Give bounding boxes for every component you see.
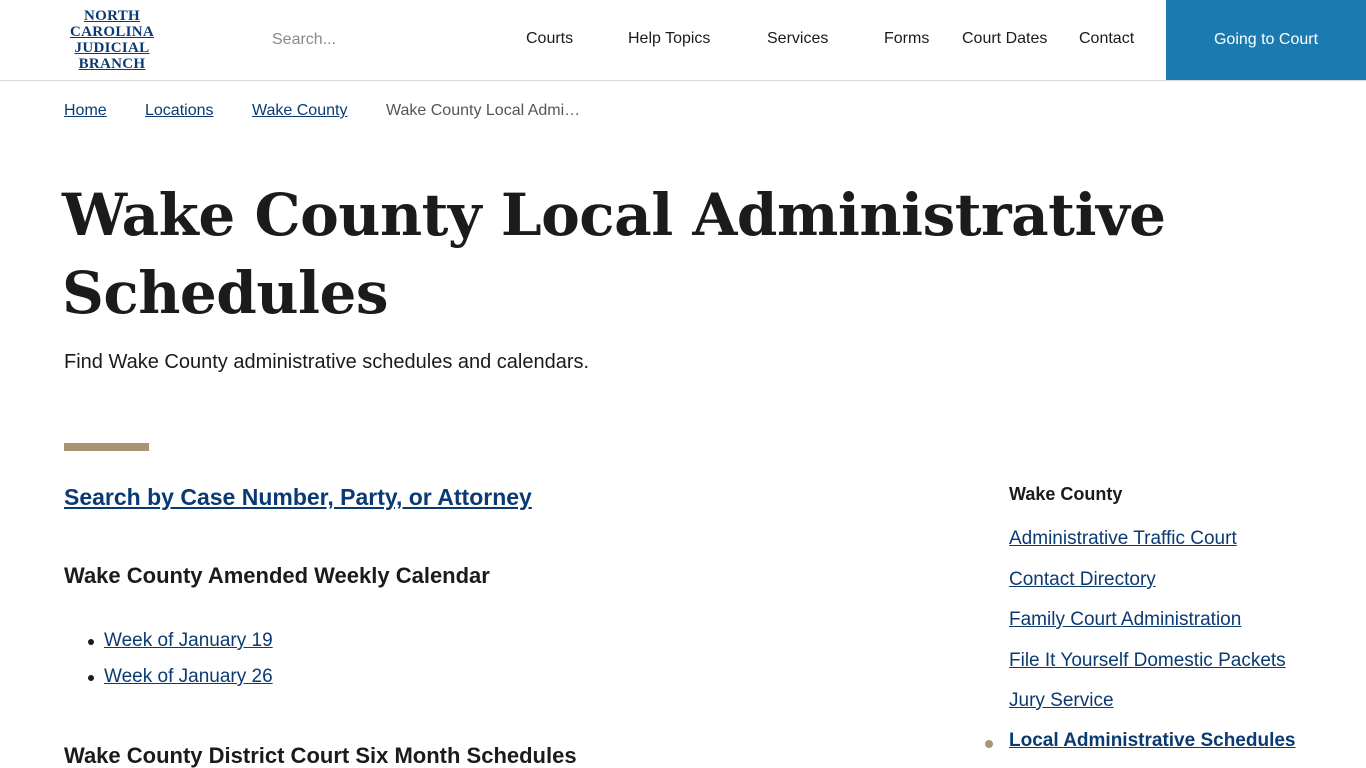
breadcrumb-locations[interactable]: Locations xyxy=(145,102,214,119)
case-search-link[interactable]: Search by Case Number, Party, or Attorney xyxy=(64,484,532,510)
logo-line-2: CAROLINA xyxy=(69,24,155,40)
weekly-calendar-heading: Wake County Amended Weekly Calendar xyxy=(64,563,490,588)
sidebar-item-family-court-administration[interactable]: Family Court Administration xyxy=(1009,609,1242,630)
nav-help-topics[interactable]: Help Topics xyxy=(628,30,711,47)
week-link-2[interactable]: Week of January 26 xyxy=(104,666,273,687)
logo-line-1: NORTH xyxy=(84,8,140,24)
nav-services[interactable]: Services xyxy=(767,30,829,47)
list-item xyxy=(64,630,273,666)
sidebar-item-contact-directory[interactable]: Contact Directory xyxy=(1009,569,1156,590)
sidebar-item-jury-service[interactable]: Jury Service xyxy=(1009,690,1114,711)
list-item xyxy=(64,666,273,702)
page-title: Wake County Local Administrative Schedules xyxy=(62,181,1166,327)
nav-courts[interactable]: Courts xyxy=(526,30,574,47)
nav-contact[interactable]: Contact xyxy=(1079,30,1135,47)
page-subtitle: Find Wake County administrative schedules and calendars. xyxy=(64,351,590,373)
week-link-1[interactable]: Week of January 19 xyxy=(104,630,273,651)
going-to-court-button[interactable]: Going to Court xyxy=(1166,0,1366,80)
nav-forms[interactable]: Forms xyxy=(884,30,930,47)
active-indicator-icon xyxy=(985,740,993,748)
breadcrumb-current: Wake County Local Admi… xyxy=(386,102,581,119)
accent-divider xyxy=(64,443,149,451)
weekly-calendar-list xyxy=(64,630,273,702)
breadcrumb-wake-county[interactable]: Wake County xyxy=(252,102,348,119)
sidebar-item-file-it-yourself[interactable]: File It Yourself Domestic Packets xyxy=(1009,650,1286,671)
nav-court-dates[interactable]: Court Dates xyxy=(962,30,1048,47)
six-month-schedules-heading: Wake County District Court Six Month Schedules xyxy=(64,743,577,768)
bullet-icon xyxy=(88,639,94,645)
search-input[interactable] xyxy=(260,24,480,56)
site-logo[interactable] xyxy=(64,8,160,72)
breadcrumb-home[interactable]: Home xyxy=(64,102,107,119)
bullet-icon xyxy=(88,675,94,681)
sidebar-item-administrative-traffic-court[interactable]: Administrative Traffic Court xyxy=(1009,528,1237,549)
logo-line-3: JUDICIAL xyxy=(74,40,150,56)
sidebar-title: Wake County xyxy=(1009,484,1123,504)
sidebar-item-local-administrative-schedules[interactable]: Local Administrative Schedules xyxy=(1009,730,1296,751)
site-header xyxy=(0,0,1366,81)
logo-line-4: BRANCH xyxy=(78,56,146,72)
